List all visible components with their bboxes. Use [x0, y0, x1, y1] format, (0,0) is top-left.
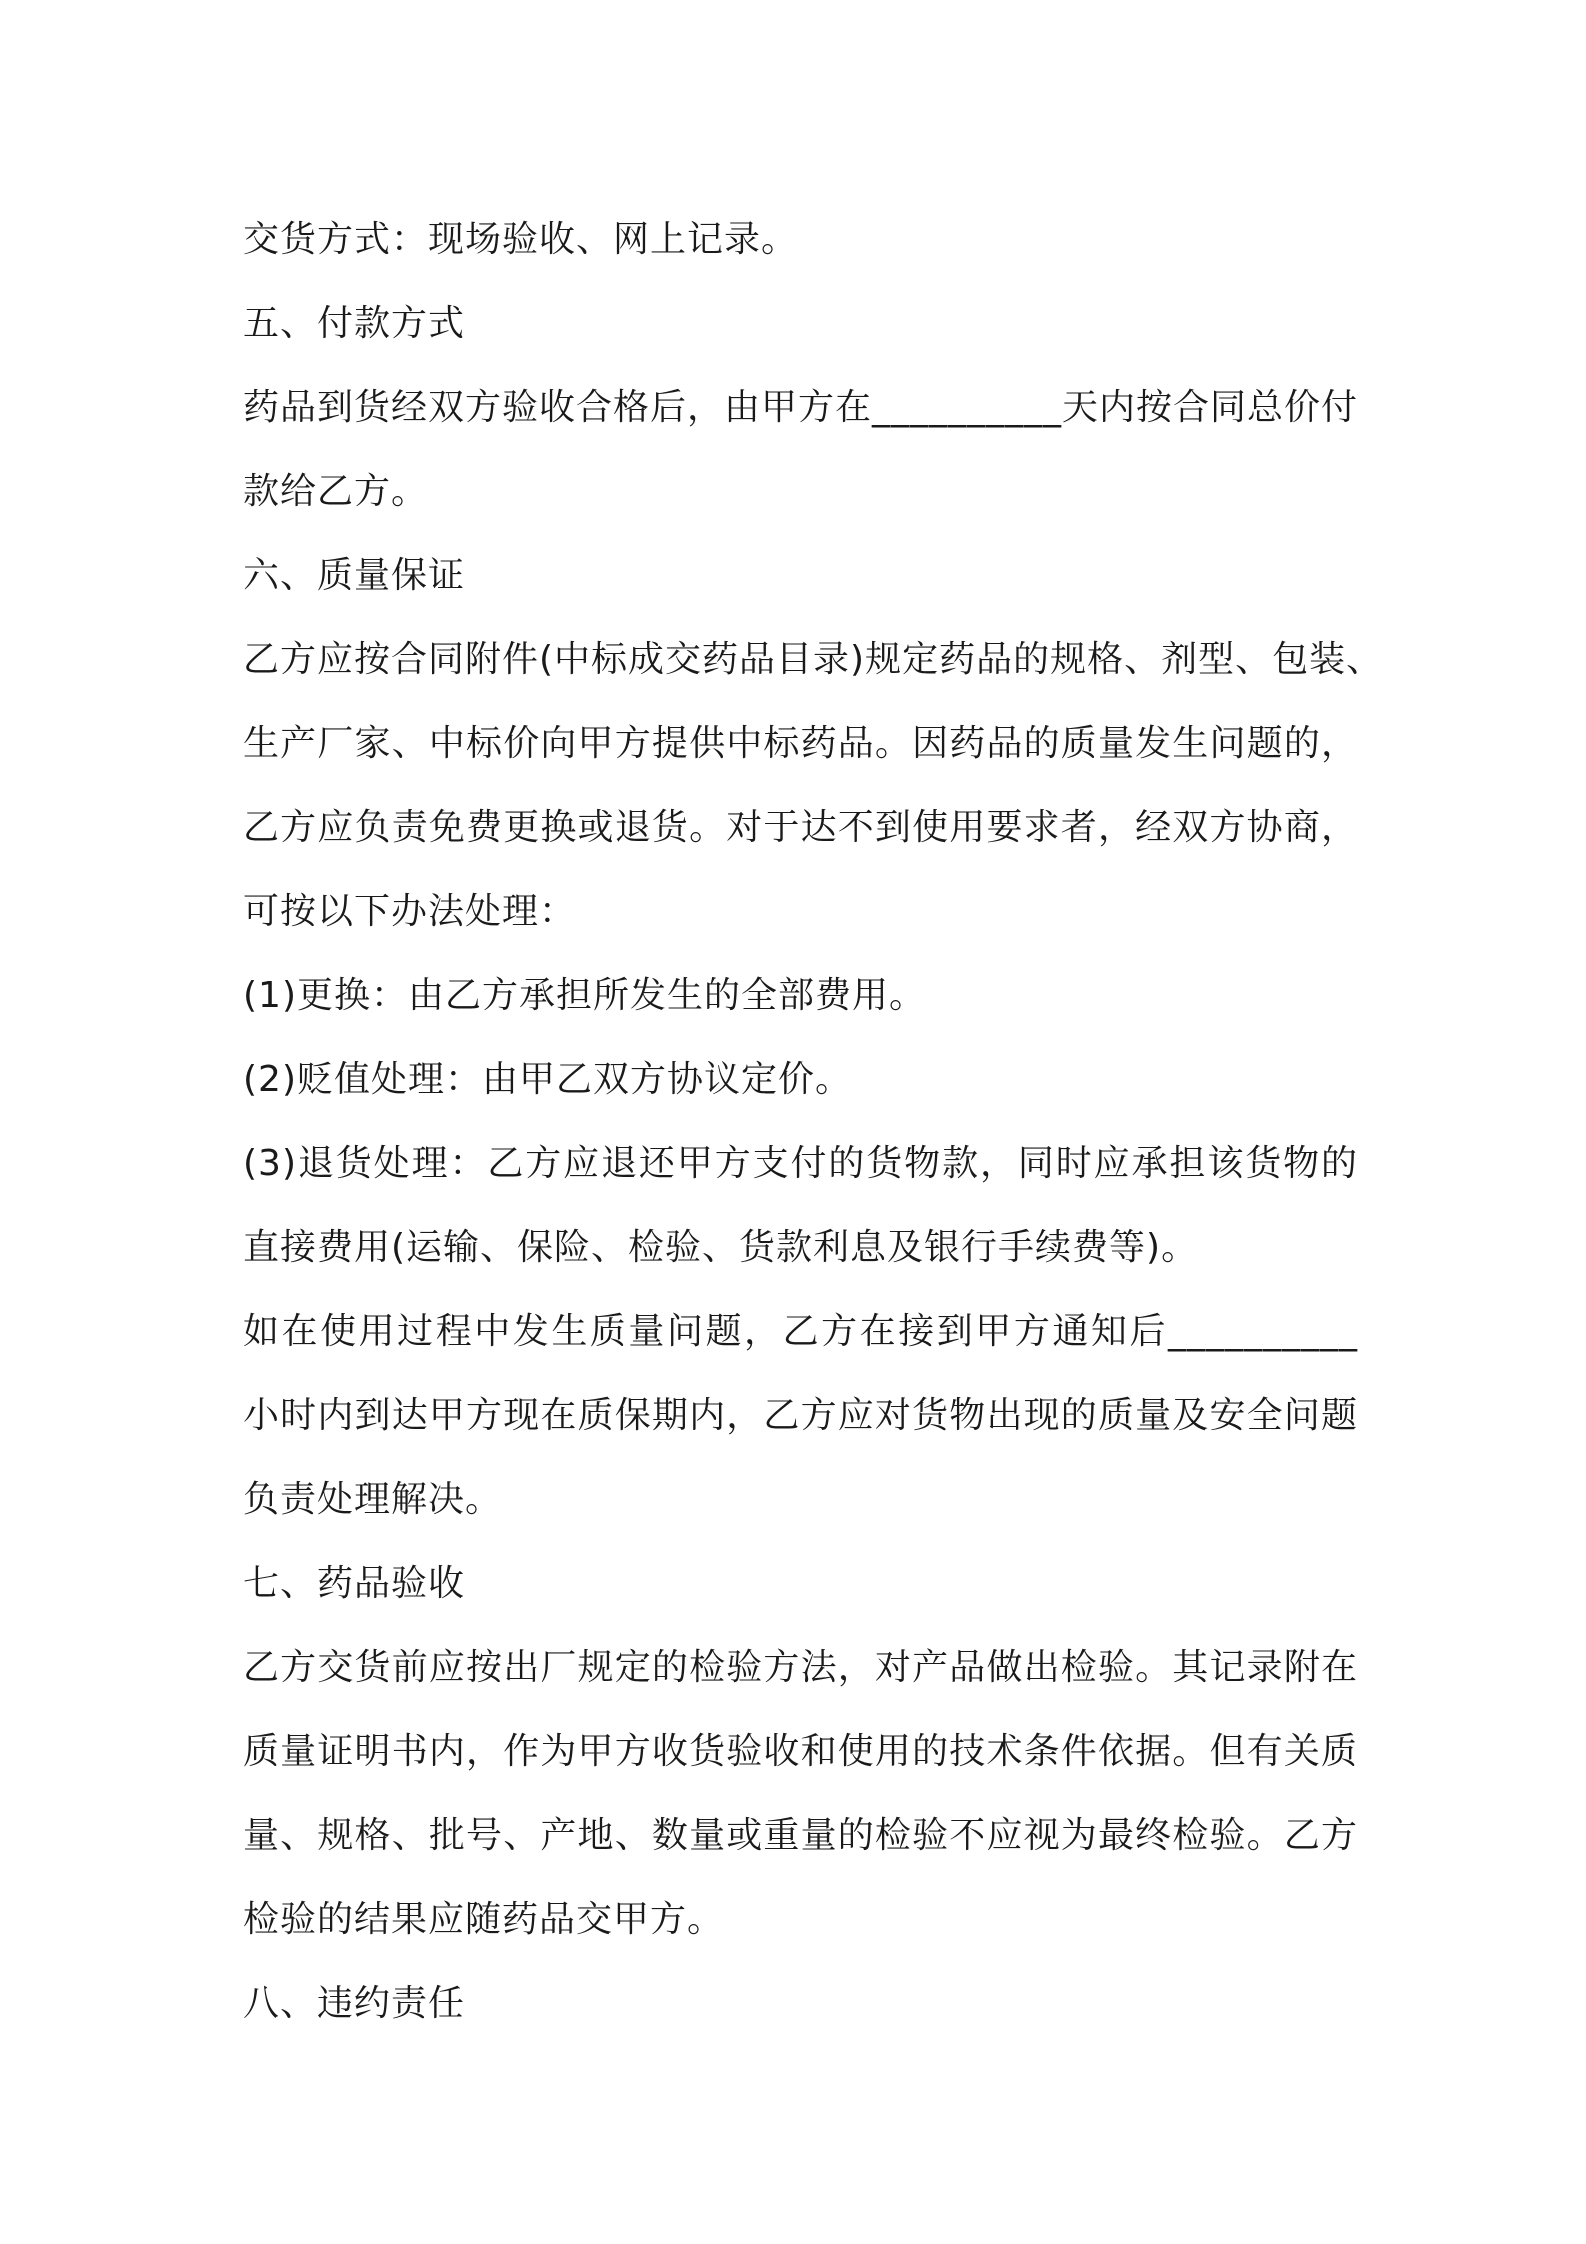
paragraph-line: 生产厂家、中标价向甲方提供中标药品。因药品的质量发生问题的，	[243, 723, 1358, 764]
paragraph-line: 量、规格、批号、产地、数量或重量的检验不应视为最终检验。乙方	[243, 1815, 1358, 1856]
paragraph-line: 如在使用过程中发生质量问题，乙方在接到甲方通知后__________	[243, 1311, 1358, 1352]
paragraph-line: 直接费用(运输、保险、检验、货款利息及银行手续费等)。	[243, 1227, 1199, 1268]
paragraph-line: 小时内到达甲方现在质保期内，乙方应对货物出现的质量及安全问题	[243, 1395, 1358, 1436]
paragraph-line: 可按以下办法处理：	[243, 891, 577, 932]
list-item-depreciation: (2)贬值处理：由甲乙双方协议定价。	[243, 1059, 852, 1100]
paragraph-line-delivery-method: 交货方式：现场验收、网上记录。	[243, 219, 799, 260]
paragraph-line: 药品到货经双方验收合格后，由甲方在__________天内按合同总价付	[243, 387, 1359, 428]
section-heading-breach-liability: 八、违约责任	[243, 1983, 466, 2024]
document-body	[243, 198, 1384, 2046]
paragraph-line: 负责处理解决。	[243, 1479, 503, 1520]
section-heading-acceptance: 七、药品验收	[243, 1563, 466, 1604]
section-heading-payment: 五、付款方式	[243, 303, 466, 344]
paragraph-line: 检验的结果应随药品交甲方。	[243, 1899, 725, 1940]
section-heading-quality-guarantee: 六、质量保证	[243, 555, 466, 596]
paragraph-line: 款给乙方。	[243, 471, 429, 512]
list-item-return: (3)退货处理：乙方应退还甲方支付的货物款，同时应承担该货物的	[243, 1143, 1358, 1184]
paragraph-line: 乙方应负责免费更换或退货。对于达不到使用要求者，经双方协商，	[243, 807, 1358, 848]
paragraph-line: 乙方交货前应按出厂规定的检验方法，对产品做出检验。其记录附在	[243, 1647, 1358, 1688]
paragraph-line: 质量证明书内，作为甲方收货验收和使用的技术条件依据。但有关质	[243, 1731, 1358, 1772]
list-item-replacement: (1)更换：由乙方承担所发生的全部费用。	[243, 975, 926, 1016]
paragraph-line: 乙方应按合同附件(中标成交药品目录)规定药品的规格、剂型、包装、	[243, 639, 1384, 680]
